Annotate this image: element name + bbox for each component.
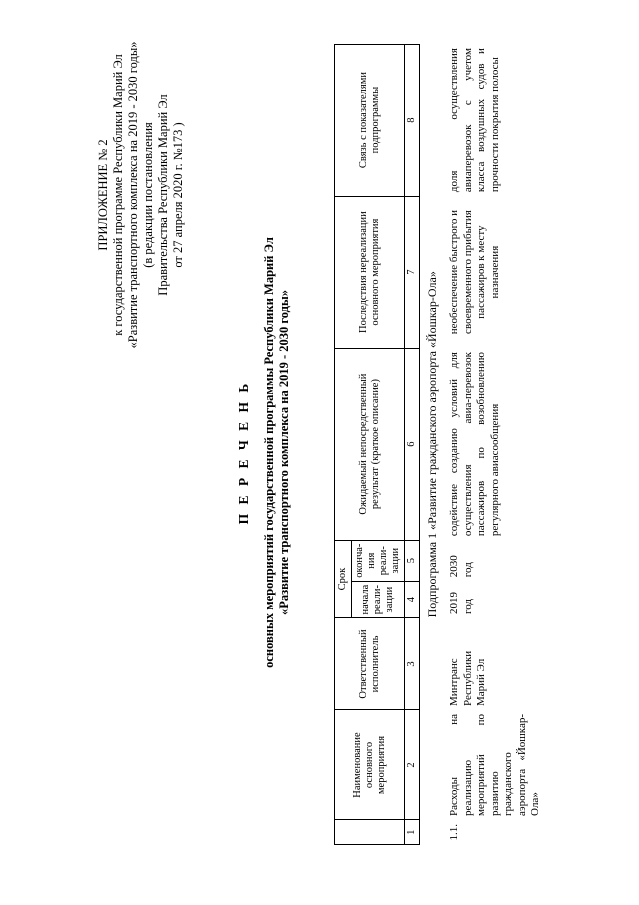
document-title: П Е Р Е Ч Е Н Ь xyxy=(236,380,251,525)
header-line: к государственной программе Республики Марий Эл xyxy=(111,54,125,336)
header-line: от 27 апреля 2020 г. №173 ) xyxy=(171,122,185,268)
header-line: ПРИЛОЖЕНИЕ № 2 xyxy=(96,139,110,251)
appendix-header xyxy=(96,5,186,385)
column-number: 8 xyxy=(405,44,420,196)
column-number: 3 xyxy=(405,618,420,710)
header-row xyxy=(335,44,352,844)
column-number: 5 xyxy=(405,540,420,581)
row-executor: Минтранс Республики Марий Эл xyxy=(448,650,487,706)
column-number: 4 xyxy=(405,581,420,618)
row-number: 1.1. xyxy=(448,824,460,841)
subprogram-row xyxy=(420,44,445,844)
header-cell-executor: Ответственный исполнитель xyxy=(335,618,405,710)
header-cell-result: Ожидаемый непосредственный результат (краткое описание) xyxy=(335,348,405,540)
column-number: 6 xyxy=(405,348,420,540)
header-cell-empty xyxy=(335,820,405,845)
row-end: 2030 год xyxy=(448,555,474,578)
table-row xyxy=(444,44,547,844)
document-subtitle xyxy=(262,0,292,905)
row-link: доля осуществления авиаперевозок с учетом класса воздушных судов и прочности покрытия полосы xyxy=(448,48,501,193)
row-start: 2019 год xyxy=(448,592,474,614)
header-cell-name: Наименование основного мероприятия xyxy=(335,710,405,820)
header-line: (в редакции постановления xyxy=(141,122,155,268)
subtitle-line: основных мероприятий государственной программы Республики Марий Эл xyxy=(262,237,276,668)
header-cell-term: Срок xyxy=(335,540,352,618)
header-line: «Развитие транспортного комплекса на 2019 - 2030 годы» xyxy=(126,41,140,349)
header-cell-start: начала реали-зации xyxy=(352,581,405,618)
header-cell-consequences: Последствия нереализации основного мероприятия xyxy=(335,196,405,348)
header-line: Правительства Республики Марий Эл xyxy=(156,94,170,296)
column-number: 1 xyxy=(405,820,420,845)
column-numbers-row xyxy=(405,44,420,844)
column-number: 7 xyxy=(405,196,420,348)
column-number: 2 xyxy=(405,710,420,820)
row-result: содействие созданию условий для осуществления авиа-перевозок пассажиров по возобновлению регулярного авиасообщения xyxy=(448,352,501,537)
header-cell-end: оконча-ния реали-зации xyxy=(352,540,405,581)
measures-table xyxy=(334,44,547,845)
subprogram-title: Подпрограмма 1 «Развитие гражданского аэропорта «Йошкар-Ола» xyxy=(425,271,439,618)
row-consequences: необеспечение быстрого и своевременного прибытия пассажиров к месту назначения xyxy=(448,209,501,335)
row-name: Расходы на реализацию мероприятий по развитию гражданского аэропорта «Йошкар-Ола» xyxy=(448,714,541,816)
header-cell-link: Связь с показателями подпрограммы xyxy=(335,44,405,196)
subtitle-line: «Развитие транспортного комплекса на 2019 - 2030 годы» xyxy=(277,290,291,615)
